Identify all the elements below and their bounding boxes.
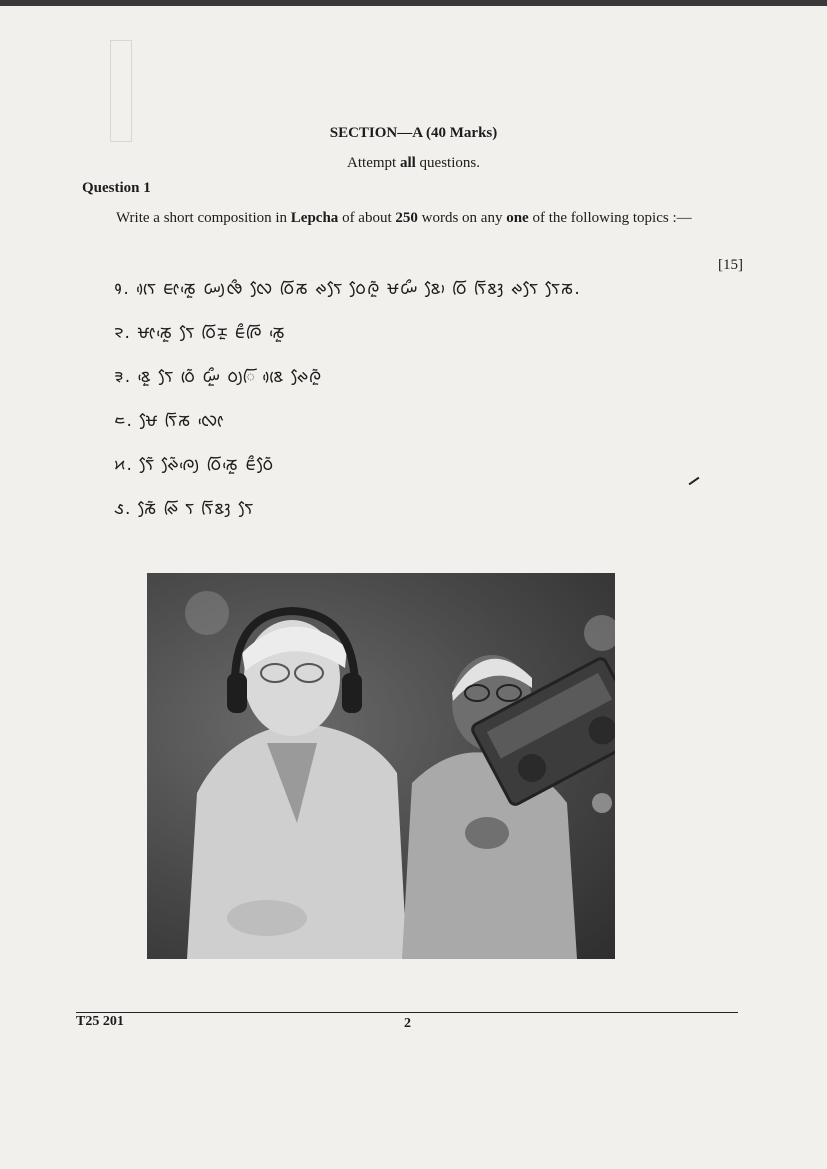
marks-label: [15] (718, 257, 743, 273)
instruction-bold: all (399, 155, 416, 171)
topic-item: ᱄. ᰝᰧ ᰛᰩᰕ ᰜᰦᰵ (114, 411, 225, 431)
paper-code: T25 201 (76, 1014, 124, 1029)
prompt-one: one (506, 210, 529, 226)
instruction-prefix: Attempt (347, 155, 400, 171)
instruction (0, 155, 827, 172)
prompt-part: words on any (417, 210, 507, 226)
page-top-border (0, 0, 827, 6)
instruction-suffix: questions. (415, 155, 480, 171)
question-label: Question 1 (82, 180, 151, 196)
photo-illustration (147, 573, 615, 959)
topic-item: ᱅. ᰛᰧᰶ ᰊᰧᰶᰍᰪᰵ ᰓᰩᰕᰬᰵ ᰀᰰᰓᰧᰶ (114, 455, 275, 475)
page-number: 2 (404, 1016, 411, 1031)
prompt-part: of about (338, 210, 396, 226)
topic-item: ᱂. ᰝᰦᰕᰬᰵ ᰛᰧ ᰓᰩᰌᰬ ᰀᰰᰍᰩ ᰕᰬᰵ (114, 323, 286, 343)
photo-elderly-couple (147, 573, 615, 959)
prompt-part: of the following topics :— (528, 210, 692, 226)
question-prompt (116, 208, 696, 229)
prompt-word-count: 250 (395, 210, 418, 226)
prompt-language: Lepcha (290, 210, 339, 226)
topic-item: ᱃. ᰣᰬᰵ ᰛᰧ ᰓᰨᰶ ᰠᰬᰰ ᰓᰪᰩ ᰣᰨᰴ ᰊᰧᰍᰬᰶ (114, 367, 323, 387)
topic-item: ᱁. ᰛᰨᰴ ᰀᰦᰕᰬᰵ ᰠᰪᰒᰰ ᰜᰧ ᰓᰩᰕ ᰊᰛᰧ ᰓᰧᰍᰬᰶ ᰝᰠᰰ ᰣᰥᰧ ᰓᰩ ᰛᰩᰣᰫ ᰊᰛᰧ ᰛᰧᰕ. (114, 279, 581, 299)
pen-tick-mark (689, 477, 700, 486)
section-title: SECTION—A (40 Marks) (329, 125, 498, 141)
footer-divider (76, 1012, 738, 1013)
prompt-part: Write a short composition in (116, 210, 291, 226)
topic-item: ᱆. ᰕᰧᰶ ᰊᰩ ᰛ ᰛᰩᰣᰫ ᰛᰧ (114, 499, 254, 519)
topic-list (114, 276, 674, 540)
